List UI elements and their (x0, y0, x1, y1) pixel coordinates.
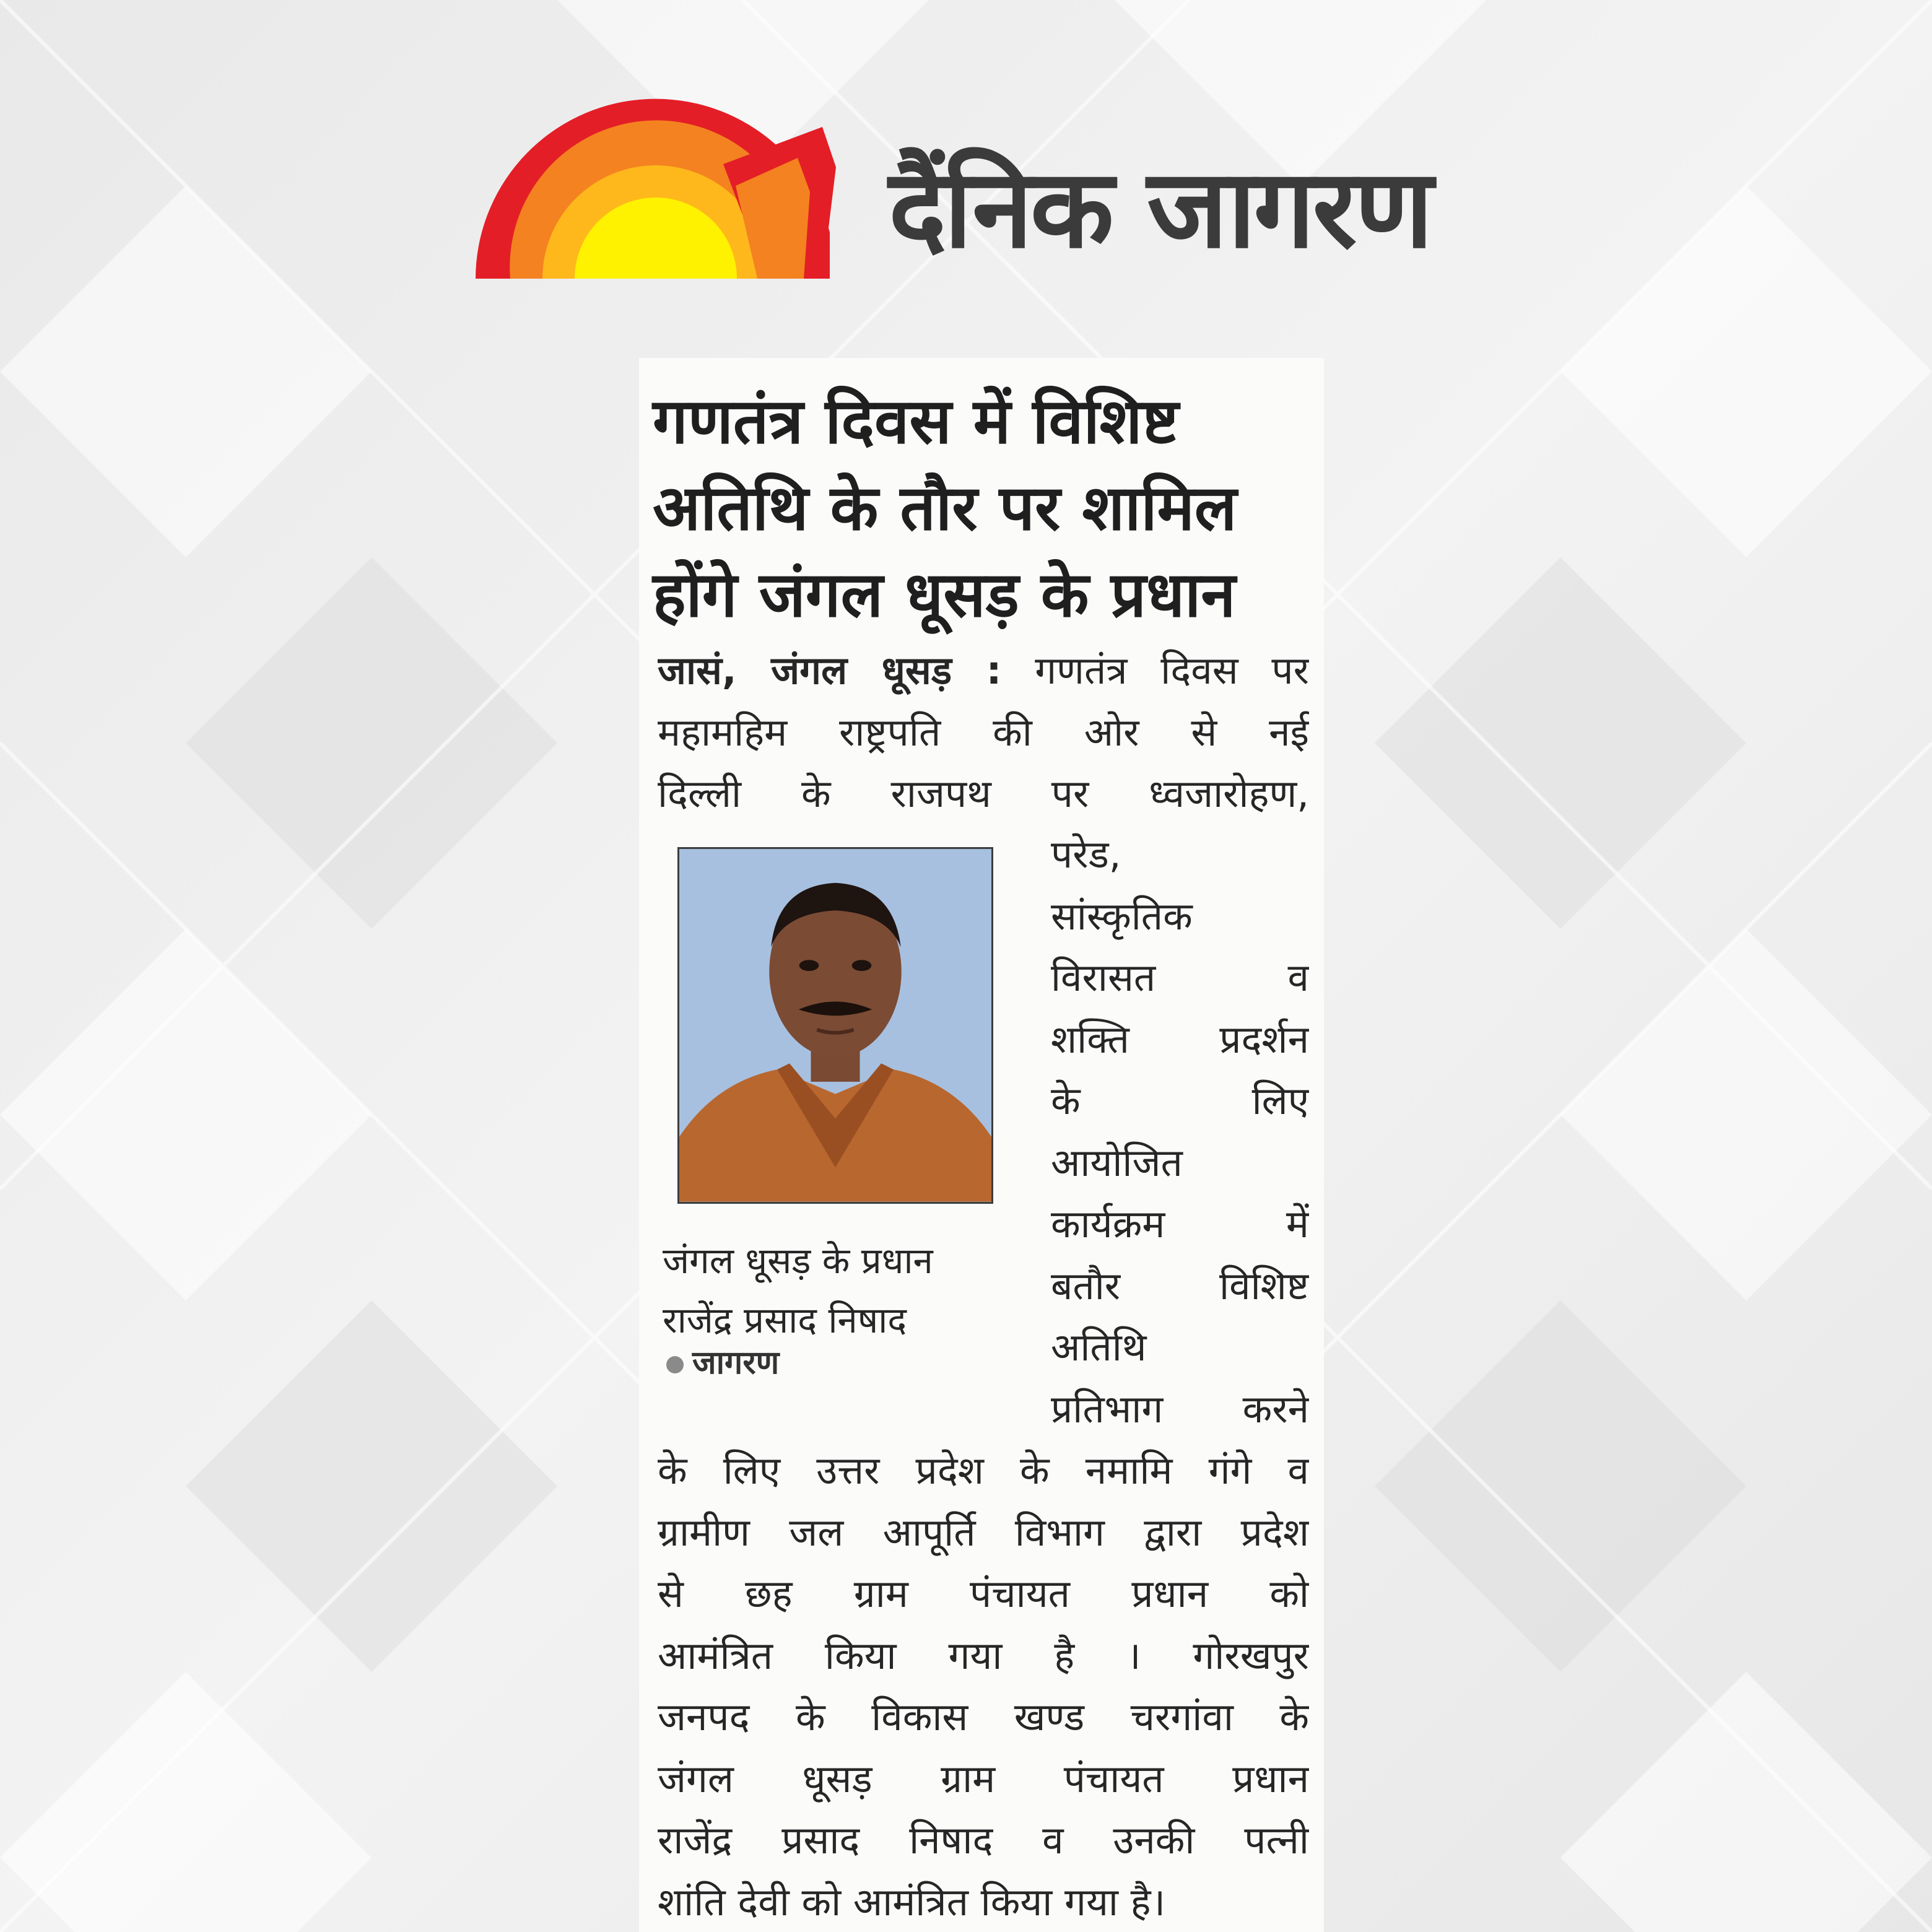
body-line: जासं, जंगल धूसड़ : गणतंत्र दिवस पर (658, 648, 1309, 693)
body-line: आयोजित (1051, 1139, 1183, 1185)
body-line: के लिए (1051, 1078, 1309, 1123)
headline-line: होंगे जंगल धूसड़ के प्रधान (653, 558, 1236, 631)
body-line: विरासत व (1051, 955, 1309, 1000)
body-line: से छह ग्राम पंचायत प्रधान को (658, 1571, 1309, 1616)
bullet-icon (666, 1356, 684, 1373)
article-body-bottom (658, 1440, 1309, 1932)
body-line: महामहिम राष्ट्रपति की ओर से नई (658, 709, 1309, 755)
headline (653, 378, 1315, 638)
dateline: जासं, जंगल धूसड़ : (658, 648, 1002, 693)
body-line: सांस्कृतिक (1051, 893, 1193, 939)
pradhan-photo (677, 847, 993, 1204)
body-line: अतिथि (1051, 1325, 1147, 1370)
caption-line: जंगल धूसड़ के प्रधान (663, 1240, 933, 1282)
body-line: दिल्ली के राजपथ पर ध्वजारोहण, (658, 771, 1309, 816)
portrait-image (679, 849, 991, 1202)
body-line: ग्रामीण जल आपूर्ति विभाग द्वारा प्रदेश (658, 1509, 1309, 1555)
body-line: शक्ति प्रदर्शन (1051, 1016, 1309, 1062)
body-line: जंगल धूसड़ ग्राम पंचायत प्रधान (658, 1756, 1309, 1801)
body-line: आमंत्रित किया गया है । गोरखपुर (658, 1632, 1309, 1678)
photo-credit: जागरण (666, 1341, 779, 1385)
body-line: कार्यक्रम में (1051, 1201, 1309, 1247)
body-line: बतौर विशिष्ट (1051, 1263, 1309, 1308)
sunrise-logo-icon (476, 93, 836, 279)
brand-name: दैंनिक जागरण (889, 146, 1431, 272)
caption-line: राजेंद्र प्रसाद निषाद (663, 1299, 907, 1341)
body-line: शांति देवी को आमंत्रित किया गया है। (658, 1879, 1166, 1925)
photo-caption (663, 1231, 1028, 1350)
body-line: परेड, (1051, 832, 1121, 877)
headline-line: गणतंत्र दिवस में विशिष्ट (653, 385, 1179, 458)
article-body-side (1051, 824, 1309, 1440)
news-clipping (639, 358, 1324, 1932)
body-line: के लिए उत्तर प्रदेश के नमामि गंगे व (658, 1448, 1309, 1493)
body-line: जनपद के विकास खण्ड चरगांवा के (658, 1694, 1309, 1739)
body-line: प्रतिभाग करने (1051, 1386, 1309, 1432)
headline-line: अतिथि के तौर पर शामिल (653, 471, 1237, 544)
body-line: राजेंद्र प्रसाद निषाद व उनकी पत्नी (658, 1817, 1309, 1863)
article-body-top (658, 640, 1309, 825)
